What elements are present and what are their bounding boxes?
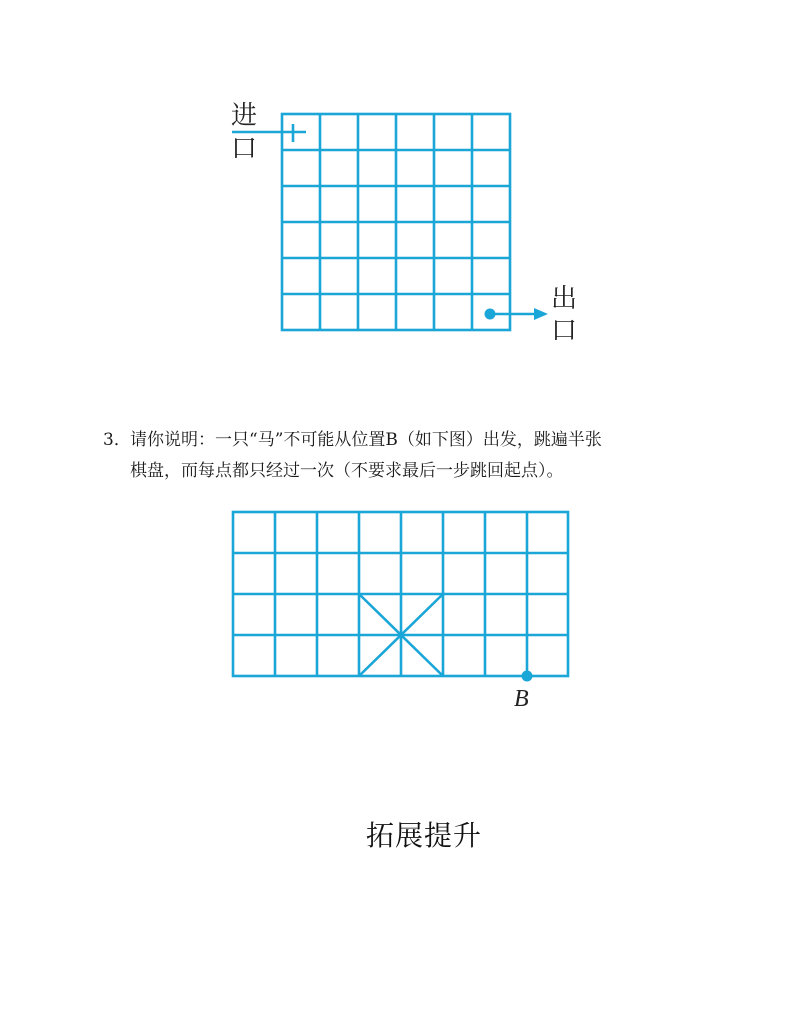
exit-label-bottom: 口 bbox=[551, 316, 578, 346]
entrance-label-bottom: 口 bbox=[231, 134, 258, 164]
point-b-dot bbox=[522, 671, 533, 682]
exit-label-top: 出 bbox=[551, 284, 578, 314]
question-number: 3． bbox=[103, 430, 131, 450]
point-b-label: B bbox=[514, 686, 529, 712]
exit-arrow-head bbox=[534, 308, 548, 320]
exit-start-dot bbox=[485, 309, 496, 320]
maze-grid-figure bbox=[0, 0, 800, 360]
question-text-line1: 请你说明：一只“马”不可能从位置B（如下图）出发，跳遍半张 bbox=[130, 430, 602, 450]
half-chessboard-figure bbox=[0, 500, 800, 720]
entrance-label-top: 进 bbox=[231, 101, 258, 131]
section-title: 拓展提升 bbox=[366, 819, 483, 852]
question-text-line2: 棋盘，而每点都只经过一次（不要求最后一步跳回起点）。 bbox=[130, 461, 564, 481]
